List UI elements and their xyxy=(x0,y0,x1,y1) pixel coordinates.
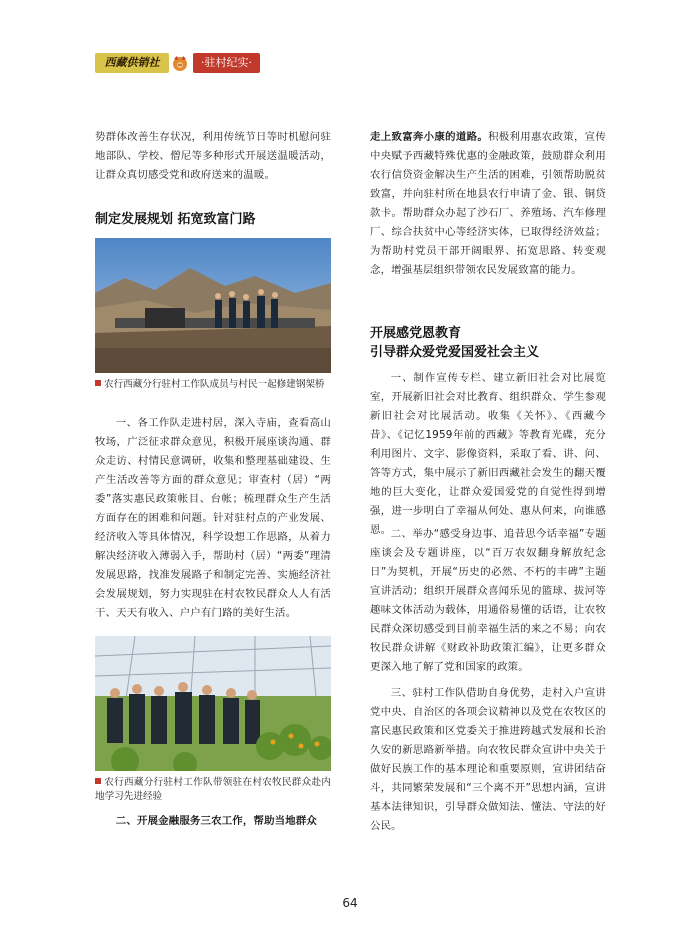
paragraph-lead: 走上致富奔小康的道路。 xyxy=(370,131,489,143)
photo-caption-bridge xyxy=(95,378,331,392)
paragraph-work-teams: 一、各工作队走进村居，深入寺庙，查看高山牧场，广泛征求群众意见，积极开展座谈沟通、群众走访、村情民意调研，收集和整理基础建设、生产生活改善等方面的群众意见；审查村（居）“两委”落实惠民政策帐目、台帐；梳理群众生产生活方面存在的困难和问题。针对驻村点的产业发展、经济收入等具体情况，科学设想工作思路，从着力解决经济收入薄弱入手，帮助村（居）“两委”理清发展思路，找准发展路子和制定完善、实施经济社会发展规划，努力实现驻在村农牧民群众人人有活干、天天有收入、户户有门路的美好生活。 xyxy=(95,417,331,619)
paragraph-financial-services-cont xyxy=(370,128,606,280)
intro-paragraph: 势群体改善生存状况，利用传统节日等时机慰问驻地部队、学校、僧尼等多种形式开展送温暖活动，让群众真切感受党和政府送来的温暖。 xyxy=(95,131,331,181)
caption-text: 农行西藏分行驻村工作队带领驻在村农牧民群众赴内地学习先进经验 xyxy=(95,777,331,802)
page-number: 64 xyxy=(342,896,358,910)
paragraph-seminars: 二、举办“感受身边事、追昔思今话幸福”专题座谈会及专题讲座，以“百万农奴翻身解放纪念日”为契机，开展“历史的必然、不朽的丰碑”主题宣讲活动；组织开展群众喜闻乐见的篮球、拔河等趣味文体活动为载体，用通俗易懂的话语，让农牧民群众深切感受到目前幸福生活的来之不易；向农牧民群众讲解《财政补助政策汇编》，让更多群众更深入地了解了党和国家的政策。 xyxy=(370,528,606,673)
paragraph-text: 积极利用惠农政策，宣传中央赋予西藏特殊优惠的金融政策，鼓励群众利用农行信贷资金解决生产生活的困难，引领帮助脱贫致富，并向驻村所在地县农行申请了金、银、铜贷款卡。帮助群众办起了沙石厂、养殖场、汽车修理厂、综合扶贫中心等经济实体，已取得经济效益；为帮助村党员干部开阔眼界、拓宽思路、转变观念，增强基层组织带领农民发展致富的能力。 xyxy=(370,131,607,276)
heading-line: 引导群众爱党爱国爱社会主义 xyxy=(370,345,540,360)
section-heading-development: 制定发展规划 拓宽致富门路 xyxy=(95,212,256,227)
caption-text: 农行西藏分行驻村工作队成员与村民一起修建钢架桥 xyxy=(104,379,325,390)
page-header xyxy=(95,53,285,73)
section-heading-gratitude xyxy=(370,324,606,362)
photo-study-trip xyxy=(95,636,331,771)
pig-mascot-icon xyxy=(171,54,189,72)
paragraph-text: 二、开展金融服务三农工作，帮助当地群众 xyxy=(115,815,318,827)
heading-line: 开展感党恩教育 xyxy=(370,326,462,341)
photo-caption-study-trip xyxy=(95,776,331,804)
publication-banner: 西藏供销社 xyxy=(95,53,169,73)
paragraph-exhibition: 一、制作宣传专栏、建立新旧社会对比展览室，开展新旧社会对比教育、组织群众、学生参观新旧社会对比展活动。收集《关怀》、《西藏今昔》、《记忆1959年前的西藏》等教育光碟，充分利用图片、文字、影像资料，采取了看、讲、问、答等方式，集中展示了新旧西藏社会发生的翻天覆地的巨大变化，让群众爱国爱党的自觉性得到增强，进一步明白了幸福从何处、惠从何来，向谁感恩。 xyxy=(370,372,606,536)
caption-marker-icon xyxy=(95,778,101,784)
paragraph-outreach: 三、驻村工作队借助自身优势，走村入户宣讲党中央、自治区的各项会议精神以及党在农牧区的富民惠民政策和区党委关于推进跨越式发展和长治久安的新思路新举措。向农牧民群众宣讲中央关于做好民族工作的基本理论和重要原则，宣讲团结奋斗，共同繁荣发展和“三个离不开”思想内涵，宣讲基本法律知识，引导群众做知法、懂法、守法的好公民。 xyxy=(370,687,606,832)
section-tag: ·驻村纪实· xyxy=(193,53,260,73)
paragraph-financial-services-start xyxy=(95,812,331,831)
caption-marker-icon xyxy=(95,380,101,386)
photo-bridge-construction xyxy=(95,238,331,373)
